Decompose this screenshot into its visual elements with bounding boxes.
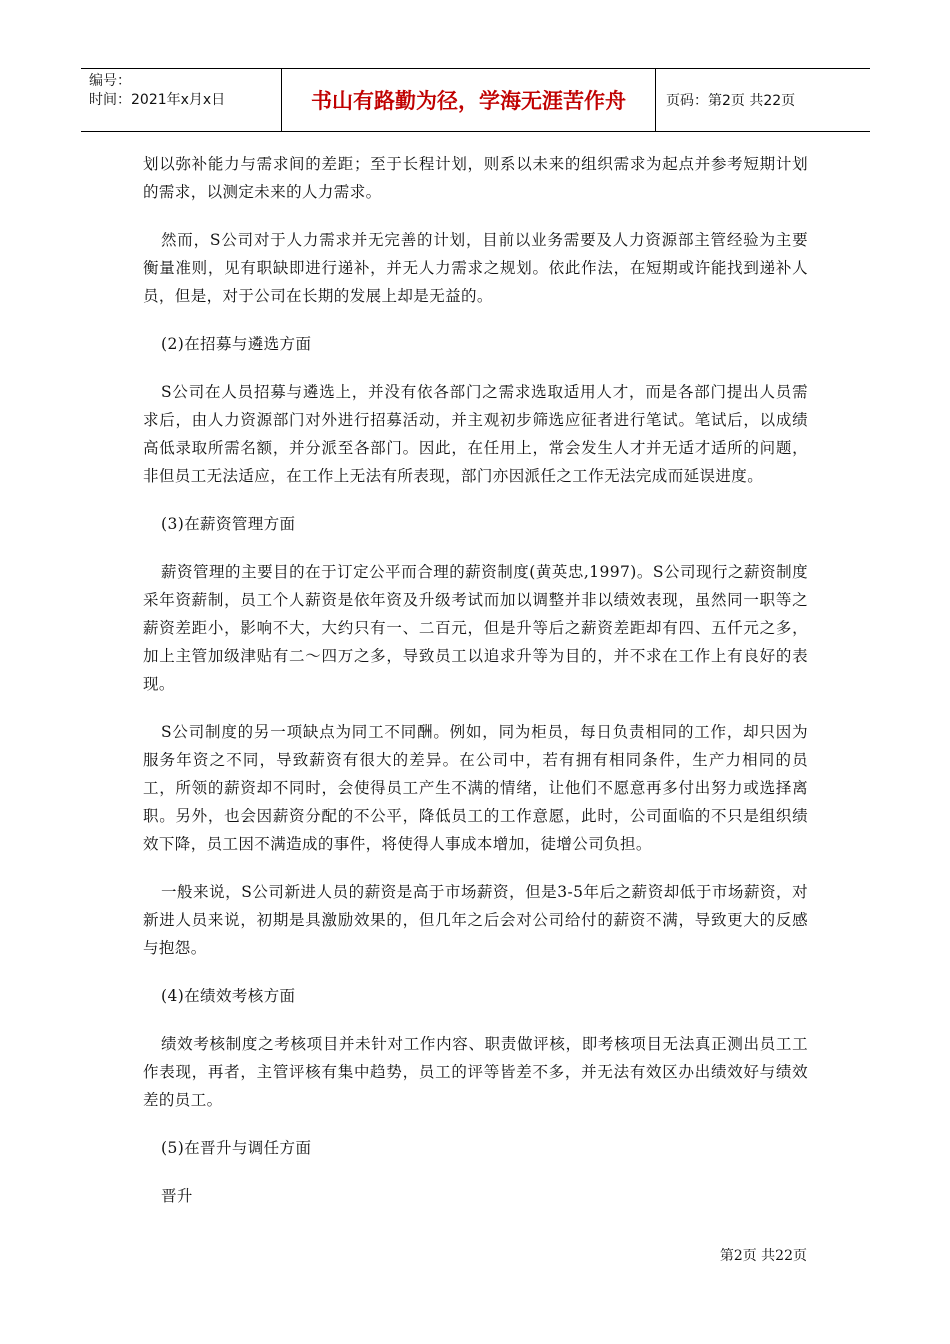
document-number-label: 编号：	[89, 73, 131, 89]
page-header	[81, 68, 870, 132]
paragraph: 划以弥补能力与需求间的差距；至于长程计划，则系以未来的组织需求为起点并参考短期计划的需求，以测定未来的人力需求。	[143, 155, 808, 201]
paragraph: 薪资管理的主要目的在于订定公平而合理的薪资制度(黄英忠,1997)。S公司现行之薪资制度采年资薪制，员工个人薪资是依年资及升级考试而加以调整并非以绩效表现，虽然同一职等之薪资差距小，影响不大，大约只有一、二百元，但是升等后之薪资差距却有四、五仟元之多，加上主管加级津贴有二～四万之多，导致员工以追求升等为目的，并不求在工作上有良好的表现。	[143, 563, 808, 693]
paragraph: S公司制度的另一项缺点为同工不同酬。例如，同为柜员，每日负责相同的工作，却只因为服务年资之不同，导致薪资有很大的差异。在公司中，若有拥有相同条件，生产力相同的员工，所领的薪资却不同时，会使得员工产生不满的情绪，让他们不愿意再多付出努力或选择离职。另外，也会因薪资分配的不公平，降低员工的工作意愿，此时，公司面临的不只是组织绩效下降，员工因不满造成的事件，将使得人事成本增加，徒增公司负担。	[143, 723, 808, 853]
header-page-number: 页码：第2页 共22页	[666, 93, 796, 109]
section-heading: (5)在晋升与调任方面	[161, 1139, 312, 1157]
paragraph: 然而，S公司对于人力需求并无完善的计划，目前以业务需要及人力资源部主管经验为主要衡量准则，见有职缺即进行递补，并无人力需求之规划。依此作法，在短期或许能找到递补人员，但是，对于公司在长期的发展上却是无益的。	[143, 231, 808, 305]
document-date: 时间：2021年x月x日	[89, 92, 226, 108]
paragraph: 绩效考核制度之考核项目并未针对工作内容、职责做评核，即考核项目无法真正测出员工工作表现，再者，主管评核有集中趋势，员工的评等皆差不多，并无法有效区办出绩效好与绩效差的员工。	[143, 1035, 808, 1109]
paragraph: 一般来说，S公司新进人员的薪资是高于市场薪资，但是3-5年后之薪资却低于市场薪资，对新进人员来说，初期是具激励效果的，但几年之后会对公司给付的薪资不满，导致更大的反感与抱怨。	[143, 883, 808, 957]
document-body	[143, 150, 808, 1210]
header-motto: 书山有路勤为径，学海无涯苦作舟	[282, 69, 656, 131]
paragraph: S公司在人员招募与遴选上，并没有依各部门之需求选取适用人才，而是各部门提出人员需求后，由人力资源部门对外进行招募活动，并主观初步筛选应征者进行笔试。笔试后，以成绩高低录取所需名额，并分派至各部门。因此，在任用上，常会发生人才并无适才适所的问题，非但员工无法适应，在工作上无法有所表现，部门亦因派任之工作无法完成而延误进度。	[143, 383, 808, 485]
page-footer: 第2页 共22页	[719, 1248, 807, 1264]
header-meta	[81, 69, 282, 131]
section-heading: (4)在绩效考核方面	[161, 987, 296, 1005]
paragraph: 晋升	[161, 1187, 193, 1205]
section-heading: (2)在招募与遴选方面	[161, 335, 312, 353]
section-heading: (3)在薪资管理方面	[161, 515, 296, 533]
